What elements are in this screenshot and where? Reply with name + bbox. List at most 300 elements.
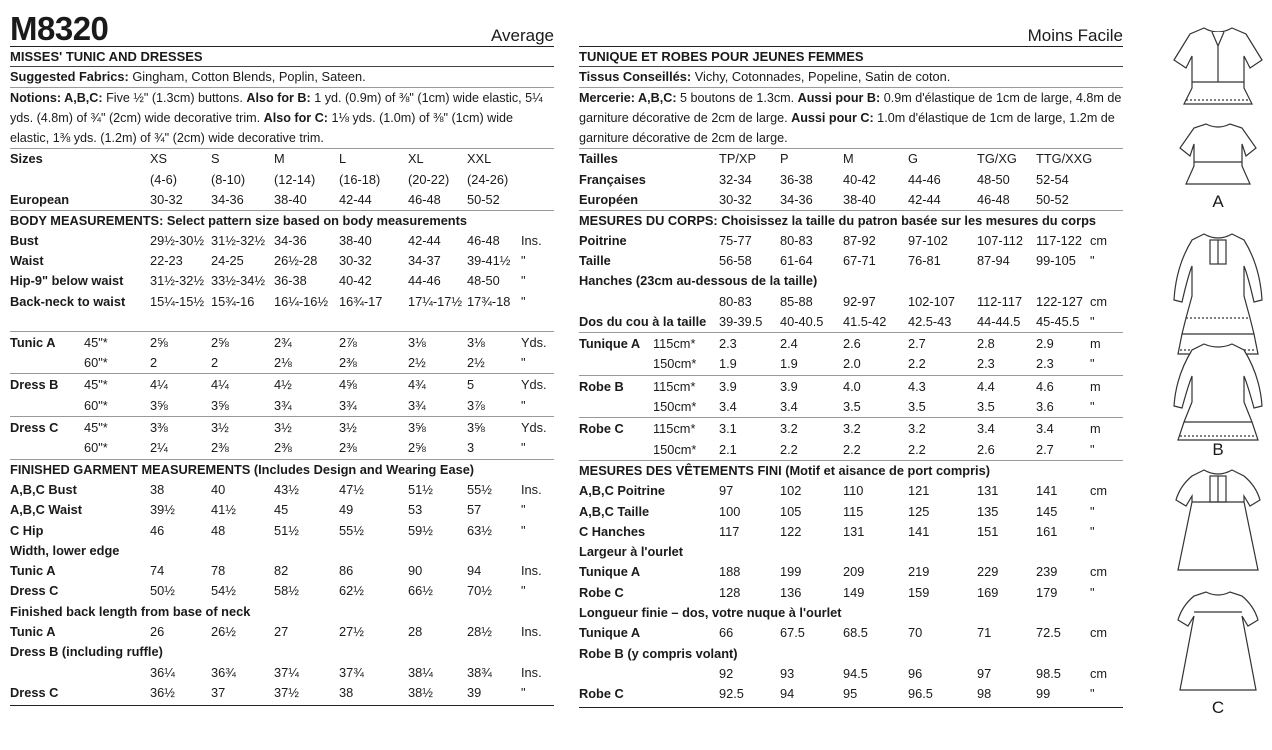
cell-value: 94 <box>780 686 795 702</box>
cell-value: 94.5 <box>843 665 868 681</box>
cell-value: 179 <box>1036 584 1058 600</box>
cell-value: 131 <box>977 483 999 499</box>
fabric-width: 45"* <box>84 420 108 436</box>
cell-value: 40-42 <box>843 171 876 187</box>
cell-value: 40-42 <box>339 273 372 289</box>
cell-value: 51½ <box>274 522 299 538</box>
table-row <box>579 603 1123 623</box>
notions-segment: Five ½" (1.3cm) buttons. <box>102 90 247 105</box>
cell-value: 3½ <box>339 420 357 436</box>
cell-value: 3¾ <box>339 397 357 413</box>
table-row <box>10 353 554 373</box>
cell-value: 31½-32½ <box>211 232 266 248</box>
figure-label-a: A <box>1212 192 1224 211</box>
cell-value: 2 <box>150 355 158 371</box>
cell-value: 26 <box>150 624 165 640</box>
cell-value: 3⅝ <box>467 420 485 436</box>
cell-value: 3.2 <box>843 421 861 437</box>
cell-value: 151 <box>977 523 999 539</box>
table-row <box>10 541 554 561</box>
unit: Ins. <box>521 232 542 248</box>
row-label: Sizes <box>10 151 43 167</box>
cell-value: 229 <box>977 564 999 580</box>
cell-value: 125 <box>908 503 930 519</box>
cell-value: 219 <box>908 564 930 580</box>
cell-value: 56-58 <box>719 252 752 268</box>
cell-value: 141 <box>1036 483 1058 499</box>
spacer <box>10 312 554 332</box>
cell-value: 39 <box>467 684 482 700</box>
english-panel <box>10 12 554 706</box>
difficulty-level: Average <box>490 26 554 45</box>
cell-value: 2.1 <box>719 441 737 457</box>
unit: m <box>1090 336 1101 352</box>
notions-text <box>10 88 554 150</box>
fabrics-text: Vichy, Cotonnades, Popeline, Satin de coton. <box>691 69 951 85</box>
cell-value: 66½ <box>408 583 433 599</box>
cell-value: 2.9 <box>1036 336 1054 352</box>
row-label: Longueur finie – dos, votre nuque à l'ourlet <box>579 605 842 621</box>
row-label: Dos du cou à la taille <box>579 313 707 329</box>
row-label: Robe B (y compris volant) <box>579 645 738 661</box>
cell-value: 46 <box>150 522 165 538</box>
cell-value: 67-71 <box>843 252 876 268</box>
table-row <box>579 542 1123 562</box>
cell-value: 122-127 <box>1036 293 1083 309</box>
cell-value: 199 <box>780 564 802 580</box>
cell-value: 2.2 <box>908 441 926 457</box>
cell-value: 149 <box>843 584 865 600</box>
cell-value: 74 <box>150 563 165 579</box>
cell-value: 70½ <box>467 583 492 599</box>
cell-value: 2⅜ <box>274 440 292 456</box>
cell-value: 36-38 <box>274 273 307 289</box>
cell-value: 37¼ <box>274 664 299 680</box>
row-label: Européen <box>579 192 639 208</box>
cell-value: TG/XG <box>977 151 1017 167</box>
row-label: Robe B <box>579 378 624 394</box>
row-label: Poitrine <box>579 232 627 248</box>
row-label: Tunic A <box>10 334 56 350</box>
cell-value: 2.7 <box>1036 441 1054 457</box>
cell-value: 38-40 <box>274 192 307 208</box>
cell-value: 3¾ <box>274 397 292 413</box>
cell-value: 41½ <box>211 502 236 518</box>
cell-value: 38¼ <box>408 664 433 680</box>
table-row <box>10 396 554 416</box>
cell-value: 3 <box>467 440 475 456</box>
cell-value: 36¾ <box>211 664 236 680</box>
cell-value: 145 <box>1036 503 1058 519</box>
cell-value: 46-48 <box>977 192 1010 208</box>
fabric-width: 150cm* <box>653 441 697 457</box>
cell-value: 15¾-16 <box>211 293 255 309</box>
fabric-width: 60"* <box>84 355 108 371</box>
cell-value: 29½-30½ <box>150 232 205 248</box>
cell-value: 16¾-17 <box>339 293 383 309</box>
cell-value: TTG/XXG <box>1036 151 1093 167</box>
cell-value: 44-44.5 <box>977 313 1021 329</box>
cell-value: 112-117 <box>977 293 1023 309</box>
yardage-group <box>10 332 554 375</box>
cell-value: 42-44 <box>908 192 941 208</box>
cell-value: 3⅜ <box>150 420 168 436</box>
cell-value: 2¼ <box>150 440 168 456</box>
table-row <box>579 562 1123 582</box>
table-row <box>579 334 1123 354</box>
row-label: European <box>10 192 70 208</box>
cell-value: 2.0 <box>843 356 861 372</box>
cell-value: G <box>908 151 918 167</box>
cell-value: 1.9 <box>719 356 737 372</box>
cell-value: 34-36 <box>780 192 813 208</box>
cell-value: 27½ <box>339 624 364 640</box>
table-row <box>579 271 1123 291</box>
notions-segment: Notions: A,B,C: <box>10 90 103 105</box>
row-label: Robe C <box>579 686 624 702</box>
cell-value: 4.4 <box>977 378 995 394</box>
table-row <box>10 251 554 271</box>
cell-value: 48-50 <box>977 171 1010 187</box>
cell-value: 97-102 <box>908 232 948 248</box>
cell-value: 44-46 <box>408 273 441 289</box>
cell-value: 3.4 <box>977 421 995 437</box>
cell-value: 3⅝ <box>408 420 426 436</box>
table-row <box>10 190 554 210</box>
finished-measurements-heading: FINISHED GARMENT MEASUREMENTS (Includes Design and Wearing Ease) <box>10 461 475 477</box>
cell-value: 38-40 <box>843 192 876 208</box>
table-row <box>10 602 554 622</box>
cell-value: 36-38 <box>780 171 813 187</box>
table-row <box>579 644 1123 664</box>
cell-value: 2.3 <box>719 336 737 352</box>
cell-value: 128 <box>719 584 741 600</box>
table-row <box>10 500 554 520</box>
unit: Yds. <box>521 334 547 350</box>
cell-value: 117-122 <box>1036 232 1083 248</box>
cell-value: 50½ <box>150 583 175 599</box>
cell-value: 2.2 <box>908 356 926 372</box>
unit: " <box>1090 252 1095 268</box>
fabric-width: 150cm* <box>653 399 697 415</box>
row-label: A,B,C Waist <box>10 502 83 518</box>
cell-value: 3.1 <box>719 421 737 437</box>
suggested-fabrics <box>579 67 1123 87</box>
row-label: Waist <box>10 252 44 268</box>
cell-value: 2½ <box>408 355 426 371</box>
cell-value: 37 <box>211 684 226 700</box>
cell-value: 107-112 <box>977 232 1024 248</box>
cell-value: 27 <box>274 624 289 640</box>
cell-value: 46-48 <box>467 232 500 248</box>
cell-value: 3⅝ <box>211 397 229 413</box>
cell-value: 2.2 <box>843 441 861 457</box>
row-label: Taille <box>579 252 611 268</box>
cell-value: 2⅛ <box>274 355 292 371</box>
row-label: Dress C <box>10 420 59 436</box>
table-row <box>579 190 1123 210</box>
cell-value: 87-94 <box>977 252 1010 268</box>
cell-value: 3¾ <box>408 397 426 413</box>
cell-value: 3.4 <box>719 399 737 415</box>
cell-value: 38-40 <box>339 232 372 248</box>
cell-value: 34-36 <box>274 232 307 248</box>
cell-value: 76-81 <box>908 252 941 268</box>
unit: " <box>1090 686 1095 702</box>
cell-value: P <box>780 151 789 167</box>
finished-measurements-heading: MESURES DES VÊTEMENTS FINI (Motif et aisance de port compris) <box>579 462 990 478</box>
cell-value: 122 <box>780 523 802 539</box>
unit: " <box>1090 399 1095 415</box>
cell-value: XXL <box>467 151 492 167</box>
cell-value: 117 <box>719 523 740 539</box>
cell-value: 57 <box>467 502 482 518</box>
table-row <box>10 622 554 642</box>
unit: " <box>521 397 526 413</box>
cell-value: 2.6 <box>977 441 995 457</box>
cell-value: 34-37 <box>408 252 441 268</box>
yardage-group <box>579 376 1123 419</box>
cell-value: 43½ <box>274 481 299 497</box>
cell-value: 188 <box>719 564 741 580</box>
cell-value: 71 <box>977 625 992 641</box>
cell-value: 52-54 <box>1036 171 1069 187</box>
unit: " <box>521 440 526 456</box>
table-row <box>579 312 1123 332</box>
cell-value: 55½ <box>467 481 492 497</box>
table-row <box>10 375 554 395</box>
cell-value: 2.3 <box>1036 356 1054 372</box>
cell-value: 87-92 <box>843 232 876 248</box>
table-row <box>10 561 554 581</box>
cell-value: 26½-28 <box>274 252 318 268</box>
unit: cm <box>1090 665 1108 681</box>
unit: " <box>521 293 526 309</box>
cell-value: 41.5-42 <box>843 313 887 329</box>
cell-value: 96.5 <box>908 686 933 702</box>
cell-value: (12-14) <box>274 171 316 187</box>
table-row <box>10 333 554 353</box>
cell-value: 36¼ <box>150 664 175 680</box>
cell-value: 26½ <box>211 624 236 640</box>
cell-value: 78 <box>211 563 226 579</box>
table-row <box>579 481 1123 501</box>
cell-value: 40-40.5 <box>780 313 824 329</box>
cell-value: 2⅜ <box>339 440 357 456</box>
cell-value: 50-52 <box>467 192 500 208</box>
cell-value: 38 <box>339 684 354 700</box>
notions-segment: 5 boutons de 1.3cm. <box>676 90 798 105</box>
notions-segment: 1 yd. (0.9m) of ⅜" (1cm) wide elastic, 5¼ yds. (4.8m) of ¾" (2cm) wide decorative trim. <box>10 90 543 125</box>
cell-value: 53 <box>408 502 423 518</box>
suggested-fabrics <box>10 67 554 87</box>
cell-value: 50-52 <box>1036 192 1069 208</box>
row-label: A,B,C Taille <box>579 503 650 519</box>
table-row <box>10 521 554 541</box>
row-label: Tunic A <box>10 624 56 640</box>
row-label: Tunique A <box>579 336 641 352</box>
row-label: Hip-9" below waist <box>10 273 124 289</box>
section-title: TUNIQUE ET ROBES POUR JEUNES FEMMES <box>579 47 1123 67</box>
unit: Ins. <box>521 664 542 680</box>
cell-value: 2⅞ <box>339 334 357 350</box>
unit: " <box>521 252 526 268</box>
cell-value: 2⅝ <box>150 334 168 350</box>
cell-value: 59½ <box>408 522 433 538</box>
cell-value: (4-6) <box>150 171 178 187</box>
cell-value: 239 <box>1036 564 1058 580</box>
cell-value: 98.5 <box>1036 665 1061 681</box>
table-row <box>579 354 1123 374</box>
cell-value: 2.3 <box>977 356 995 372</box>
cell-value: 33½-34½ <box>211 273 266 289</box>
cell-value: 3.6 <box>1036 399 1054 415</box>
cell-value: 86 <box>339 563 354 579</box>
cell-value: 209 <box>843 564 865 580</box>
fabrics-text: Gingham, Cotton Blends, Poplin, Sateen. <box>128 69 366 85</box>
cell-value: 102 <box>780 483 802 499</box>
cell-value: 3⅝ <box>150 397 168 413</box>
cell-value: 3.5 <box>843 399 861 415</box>
fabric-width: 115cm* <box>653 336 696 352</box>
unit: Ins. <box>521 563 542 579</box>
cell-value: 39½ <box>150 502 175 518</box>
table-row <box>10 231 554 251</box>
cell-value: 2⅝ <box>211 334 229 350</box>
yardage-group <box>579 418 1123 461</box>
cell-value: 30-32 <box>719 192 752 208</box>
cell-value: (16-18) <box>339 171 381 187</box>
cell-value: 40 <box>211 481 226 497</box>
row-label: Robe C <box>579 421 624 437</box>
row-label: Tunic A <box>10 563 56 579</box>
cell-value: 30-32 <box>339 252 372 268</box>
cell-value: 159 <box>908 584 930 600</box>
cell-value: 38¾ <box>467 664 492 680</box>
cell-value: 2.2 <box>780 441 798 457</box>
cell-value: 2.7 <box>908 336 926 352</box>
cell-value: 3⅛ <box>408 334 426 350</box>
difficulty-level: Moins Facile <box>1027 26 1123 45</box>
cell-value: XL <box>408 151 424 167</box>
cell-value: 42.5-43 <box>908 313 952 329</box>
cell-value: 4.3 <box>908 378 926 394</box>
unit: " <box>521 684 526 700</box>
cell-value: 62½ <box>339 583 364 599</box>
unit: " <box>521 522 526 538</box>
cell-value: 48 <box>211 522 226 538</box>
notions-segment: Aussi pour B: <box>797 90 881 105</box>
table-row <box>10 418 554 438</box>
cell-value: 47½ <box>339 481 364 497</box>
cell-value: 67.5 <box>780 625 805 641</box>
row-label: Tailles <box>579 151 618 167</box>
cell-value: S <box>211 151 220 167</box>
table-row <box>579 583 1123 603</box>
body-measurements-heading: MESURES DU CORPS: Choisissez la taille du patron basée sur les mesures du corps <box>579 210 1123 230</box>
cell-value: 45 <box>274 502 289 518</box>
cell-value: 44-46 <box>908 171 941 187</box>
cell-value: 58½ <box>274 583 299 599</box>
cell-value: 2.4 <box>780 336 798 352</box>
cell-value: 2½ <box>467 355 485 371</box>
table-row <box>579 440 1123 460</box>
row-label: Tunique A <box>579 564 641 580</box>
panel-header <box>579 12 1123 47</box>
bottom-rule <box>579 707 1123 708</box>
yardage-group <box>10 417 554 460</box>
cell-value: 51½ <box>408 481 433 497</box>
table-row <box>579 251 1123 271</box>
cell-value: 96 <box>908 665 923 681</box>
row-label: Dress B (including ruffle) <box>10 644 163 660</box>
table-row <box>579 419 1123 439</box>
cell-value: 17¾-18 <box>467 293 511 309</box>
cell-value: 3.2 <box>780 421 798 437</box>
notions-segment: 0.9m d'élastique de 1cm de large, 4.8m de garniture décorative de 2cm de large. <box>579 90 1122 125</box>
cell-value: 141 <box>908 523 930 539</box>
notions-segment: Mercerie: A,B,C: <box>579 90 677 105</box>
cell-value: L <box>339 151 347 167</box>
row-label: Hanches (23cm au-dessous de la taille) <box>579 273 818 289</box>
table-row <box>10 170 554 190</box>
cell-value: 22-23 <box>150 252 183 268</box>
cell-value: 66 <box>719 625 734 641</box>
unit: " <box>521 355 526 371</box>
cell-value: 3.4 <box>780 399 798 415</box>
unit: " <box>1090 356 1095 372</box>
row-label: Robe C <box>579 584 624 600</box>
table-row <box>10 438 554 458</box>
cell-value: XS <box>150 151 168 167</box>
cell-value: 2.6 <box>843 336 861 352</box>
cell-value: 90 <box>408 563 423 579</box>
cell-value: (24-26) <box>467 171 509 187</box>
row-label: C Hip <box>10 522 44 538</box>
unit: " <box>1090 313 1095 329</box>
cell-value: 30-32 <box>150 192 183 208</box>
unit: " <box>1090 584 1095 600</box>
cell-value: 55½ <box>339 522 364 538</box>
table-row <box>579 397 1123 417</box>
cell-value: 36½ <box>150 684 175 700</box>
table-row <box>579 170 1123 190</box>
cell-value: 92 <box>719 665 734 681</box>
unit: m <box>1090 378 1101 394</box>
cell-value: 31½-32½ <box>150 273 205 289</box>
cell-value: 5 <box>467 377 475 393</box>
cell-value: 105 <box>780 503 802 519</box>
dress-c-illustration <box>1170 462 1266 702</box>
cell-value: 2 <box>211 355 219 371</box>
table-row <box>10 149 554 169</box>
cell-value: 99-105 <box>1036 252 1076 268</box>
cell-value: 38 <box>150 481 165 497</box>
cell-value: 92-97 <box>843 293 876 309</box>
table-row <box>579 377 1123 397</box>
cell-value: 2.8 <box>977 336 995 352</box>
pattern-number: M8320 <box>10 10 109 47</box>
cell-value: 75-77 <box>719 232 752 248</box>
cell-value: 80-83 <box>719 293 752 309</box>
cell-value: 46-48 <box>408 192 441 208</box>
row-label: Bust <box>10 232 39 248</box>
unit: " <box>1090 503 1095 519</box>
panel-header <box>10 12 554 47</box>
unit: Ins. <box>521 481 542 497</box>
cell-value: 3.5 <box>977 399 995 415</box>
notions-segment: 1⅛ yds. (1.0m) of ⅜" (1cm) wide elastic, 1⅜ yds. (1.2m) of ¾" (2cm) wide decorative trim. <box>10 110 514 146</box>
